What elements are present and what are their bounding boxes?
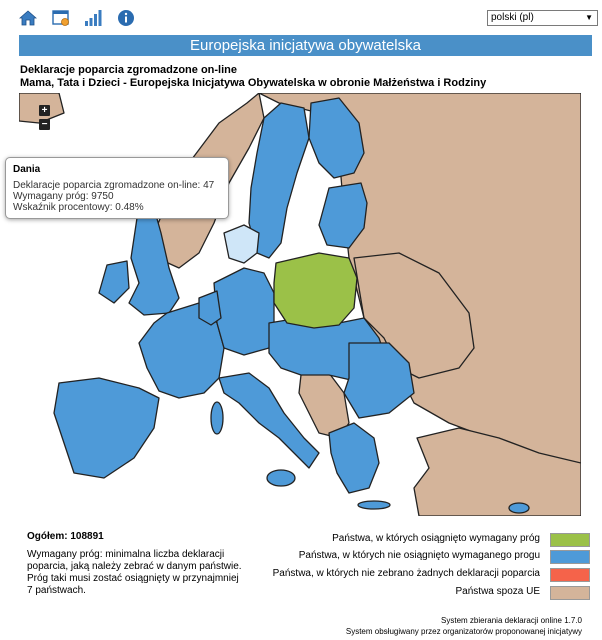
- legend-item-non-eu: [252, 584, 592, 600]
- page-subtitle: Deklaracje poparcia zgromadzone on-line: [20, 64, 238, 76]
- country-benelux[interactable]: [199, 291, 221, 325]
- island-sicily[interactable]: [267, 470, 295, 486]
- legend-label: Państwa spoza UE: [455, 586, 540, 597]
- country-germany[interactable]: [214, 268, 274, 355]
- footer-operator: System obsługiwany przez organizatorów proponowanej inicjatywy: [345, 627, 582, 636]
- country-greece[interactable]: [329, 423, 379, 493]
- legend-swatch: [550, 533, 590, 547]
- tooltip-collected: Deklaracje poparcia zgromadzone on-line: 47: [13, 180, 215, 191]
- zoom-in-button[interactable]: +: [39, 105, 50, 116]
- legend-item-none: [252, 566, 592, 582]
- total-count: Ogółem: 108891: [27, 531, 104, 542]
- legend-label: Państwa, w których nie osiągnięto wymaganego progu: [298, 550, 540, 561]
- country-ireland[interactable]: [99, 261, 129, 303]
- legend-item-reached: [252, 531, 592, 547]
- legend-label: Państwa, w których osiągnięto wymagany próg: [332, 533, 540, 544]
- country-iberia[interactable]: [54, 378, 159, 478]
- legend-swatch: [550, 550, 590, 564]
- language-select-value: polski (pl): [491, 12, 534, 23]
- tooltip-percent: Wskaźnik procentowy: 0.48%: [13, 202, 144, 213]
- legend-label: Państwa, w których nie zebrano żadnych deklaracji poparcia: [272, 568, 540, 579]
- top-toolbar: [0, 0, 602, 34]
- legend-swatch: [550, 586, 590, 600]
- island-crete[interactable]: [358, 501, 390, 509]
- legend-item-not-reached: [252, 548, 592, 564]
- info-icon[interactable]: [117, 9, 135, 27]
- page-banner: Europejska inicjatywa obywatelska: [19, 35, 592, 56]
- home-icon[interactable]: [19, 9, 37, 27]
- country-poland[interactable]: [274, 253, 357, 328]
- tooltip-country-name: Dania: [13, 164, 41, 175]
- threshold-description: Wymagany próg: minimalna liczba deklaracji poparcia, jaką należy zebrać w danym państwie. Próg taki musi zostać osiągnięty w przynajmniej 7 państwach.: [27, 549, 242, 596]
- island-cyprus[interactable]: [509, 503, 529, 513]
- window-settings-icon[interactable]: [52, 9, 70, 27]
- initiative-title: Mama, Tata i Dzieci - Europejska Inicjatywa Obywatelska w obronie Małżeństwa i Rodziny: [20, 77, 487, 89]
- footer-version: System zbierania deklaracji online 1.7.0: [441, 616, 582, 625]
- chevron-down-icon: ▼: [585, 13, 593, 22]
- country-tooltip: [5, 157, 229, 219]
- island-corsica-sardinia[interactable]: [211, 402, 223, 434]
- legend-swatch: [550, 568, 590, 582]
- language-select[interactable]: [487, 10, 598, 26]
- statistics-icon[interactable]: [84, 9, 102, 27]
- country-denmark[interactable]: [224, 225, 259, 263]
- tooltip-threshold: Wymagany próg: 9750: [13, 191, 114, 202]
- zoom-out-button[interactable]: −: [39, 119, 50, 130]
